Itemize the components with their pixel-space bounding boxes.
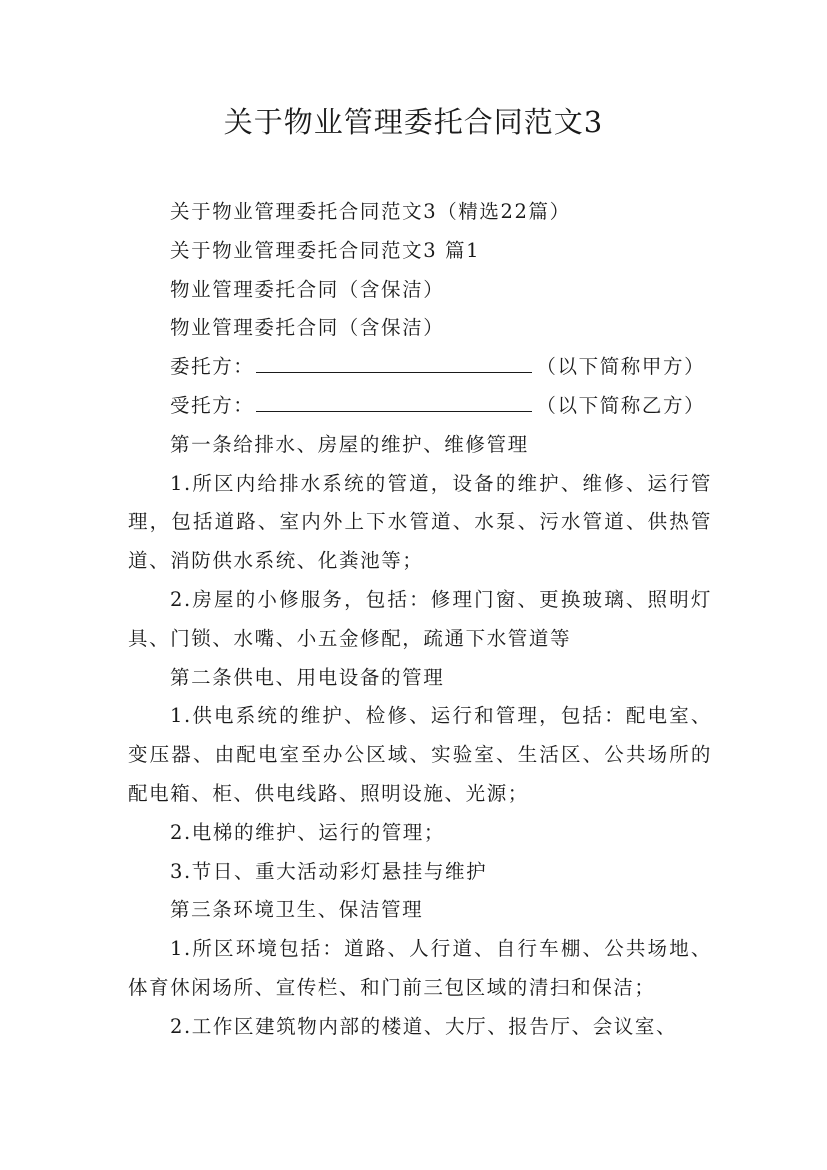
party-a-suffix: （以下简称甲方） xyxy=(536,355,706,379)
subtitle-selected: 关于物业管理委托合同范文3（精选22篇） xyxy=(170,200,571,223)
article1-item2: 2.房屋的小修服务，包括：修理门窗、更换玻璃、照明灯具、门锁、水嘴、小五金修配，疏通下水管道等 xyxy=(128,587,712,650)
document-title: 关于物业管理委托合同范文3 xyxy=(223,105,604,139)
article3-item1: 1.所区环境包括：道路、人行道、自行车棚、公共场地、体育休闲场所、宣传栏、和门前三包区域的清扫和保洁； xyxy=(128,937,712,999)
party-a-blank xyxy=(256,352,532,373)
party-b-label: 受托方： xyxy=(170,393,255,417)
party-a-label: 委托方： xyxy=(170,355,255,379)
article3-heading: 第三条环境卫生、保洁管理 xyxy=(170,898,424,922)
article2-item2: 2.电梯的维护、运行的管理； xyxy=(170,820,446,844)
article2-item1: 1.供电系统的维护、检修、运行和管理，包括：配电室、变压器、由配电室至办公区域、实验室、生活区、公共场所的配电箱、柜、供电线路、照明设施、光源； xyxy=(128,704,712,805)
party-b-blank xyxy=(256,391,532,412)
contract-name-heading: 物业管理委托合同（含保洁） xyxy=(170,277,445,301)
party-b-line xyxy=(128,387,712,426)
article1-item1: 1.所区内给排水系统的管道，设备的维护、维修、运行管理，包括道路、室内外上下水管道、水泵、污水管道、供热管道、消防供水系统、化粪池等； xyxy=(128,471,712,573)
party-a-line xyxy=(128,348,712,387)
party-b-suffix: （以下简称乙方） xyxy=(536,393,706,417)
subtitle-part1: 关于物业管理委托合同范文3 篇1 xyxy=(170,238,481,262)
document-body xyxy=(128,193,712,1047)
article3-item2: 2.工作区建筑物内部的楼道、大厅、报告厅、会议室、 xyxy=(170,1014,678,1038)
article2-heading: 第二条供电、用电设备的管理 xyxy=(170,665,445,689)
article1-heading: 第一条给排水、房屋的维护、维修管理 xyxy=(170,432,529,456)
article2-item3: 3.节日、重大活动彩灯悬挂与维护 xyxy=(170,859,488,883)
contract-name-repeat: 物业管理委托合同（含保洁） xyxy=(170,316,445,340)
